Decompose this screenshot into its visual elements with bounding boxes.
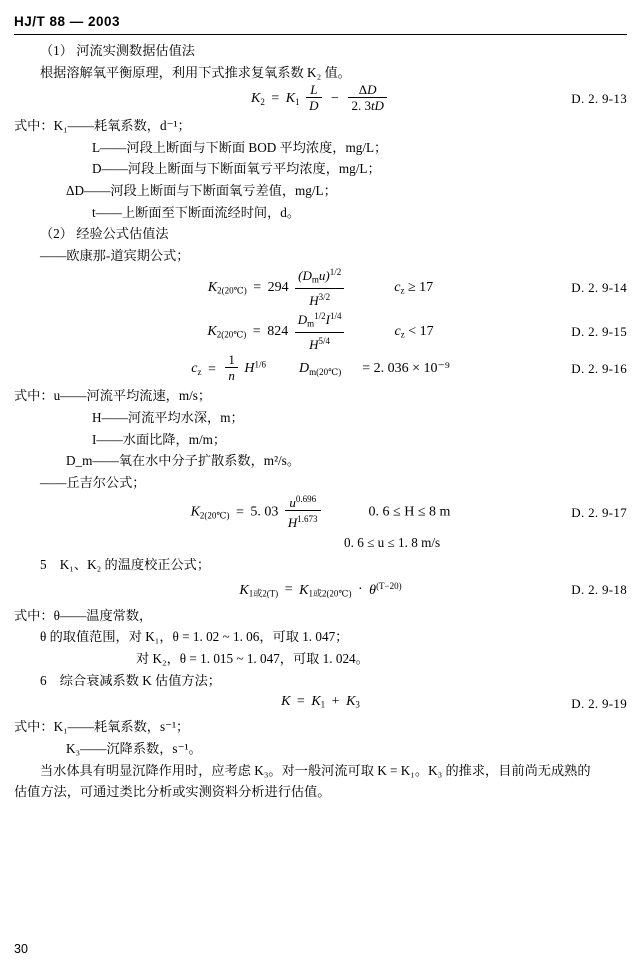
page-number: 30 bbox=[14, 942, 28, 956]
equation-d2914: $K_{2(20℃)} = 294$ $\frac{(D_mu)^{1/2}}{H^{3/2}}$ $c_z \ge 17$ D. 2. 9-14 bbox=[207, 267, 627, 308]
where-4-item-0: K₁——耗氧系数，s⁻¹； bbox=[53, 719, 190, 735]
where-3-theta: θ——温度常数， bbox=[53, 607, 153, 623]
where-3-label: 式中：θ——温度常数， bbox=[14, 607, 153, 623]
equation-number: D. 2. 9-17 bbox=[571, 505, 627, 521]
where-1-label: 式中：K₁——耗氧系数，d⁻¹； bbox=[14, 118, 191, 134]
where-1-item-2: D——河段上断面与下断面氧亏平均浓度，mg/L； bbox=[92, 161, 381, 177]
equation-number: D. 2. 9-19 bbox=[571, 695, 627, 711]
item-6-title: 6 综合衰减系数 K 估值方法； bbox=[40, 672, 221, 688]
item-2-title: （2） 经验公式估值法 bbox=[40, 226, 169, 242]
dash-churchill: ——丘吉尔公式； bbox=[40, 474, 146, 490]
page-header: HJ/T 88 — 2003 bbox=[14, 14, 121, 29]
item-1-text: 根据溶解氧平衡原理，利用下式推求复氧系数 K₂ 值。 bbox=[40, 64, 351, 80]
where-4-label: 式中：K₁——耗氧系数，s⁻¹； bbox=[14, 719, 190, 735]
equation-d2917: $K_{2(20℃)} = 5$. 03 $\frac{u^{0.696}}{H^{1.673}}$ 0. 6 ≤ H ≤ 8 m D. 2. 9-17 bbox=[190, 494, 627, 531]
where-2-item-0: u——河流平均流速，m/s； bbox=[53, 388, 212, 404]
equation-d2915: $K_{2(20℃)} = 824$ $\frac{D_m^{1/2}I^{1/4}}{H^{5/4}}$ $c_z < 17$ D. 2. 9-15 bbox=[207, 310, 627, 352]
equation-number: D. 2. 9-18 bbox=[571, 582, 627, 598]
header-rule bbox=[14, 34, 627, 35]
equation-d2916: $c_z$ = $\frac{1}{n}$ $H^{1/6}$ $D_{m(20℃)} = 2$. 036 × 10⁻⁹ D. 2. 9-16 bbox=[191, 352, 627, 384]
theta-range-2: 对 K₂，θ = 1. 015 ~ 1. 047，可取 1. 024。 bbox=[136, 650, 369, 666]
where-2-item-1: H——河流平均水深，m； bbox=[92, 410, 244, 426]
where-2-item-3: D_m——氧在水中分子扩散系数，m²/s。 bbox=[66, 453, 301, 469]
equation-d2918: $K_{1或2(T)} = K_{1或2(20℃)} \cdot \theta^{(T-20)}$ D. 2. 9-18 bbox=[14, 576, 627, 605]
item-5-title: 5 K₁、K₂ 的温度校正公式； bbox=[40, 556, 211, 572]
where-1-item-0: K₁——耗氧系数，d⁻¹； bbox=[53, 118, 191, 134]
closing-line-1: 当水体具有明显沉降作用时，应考虑 K₃。对一般河流可取 K = K₁。K₃ 的推求，目前尚无成熟的 bbox=[40, 762, 591, 778]
equation-number: D. 2. 9-16 bbox=[571, 361, 627, 377]
where-1-item-3: ΔD——河段上断面与下断面氧亏差值，mg/L； bbox=[66, 182, 337, 198]
equation-d2917-condition: 0. 6 ≤ H ≤ 8 m bbox=[368, 505, 451, 521]
equation-number: D. 2. 9-13 bbox=[571, 91, 627, 107]
where-1-item-4: t——上断面至下断面流经时间，d。 bbox=[92, 204, 301, 220]
equation-d2917-condition-2: 0. 6 ≤ u ≤ 1. 8 m/s bbox=[344, 535, 441, 551]
equation-number: D. 2. 9-15 bbox=[571, 323, 627, 339]
where-2-label: 式中：u——河流平均流速，m/s； bbox=[14, 388, 212, 404]
theta-range-1: θ 的取值范围，对 K₁，θ = 1. 02 ~ 1. 06，可取 1. 047； bbox=[40, 629, 349, 645]
item-1-title: （1） 河流实测数据估值法 bbox=[40, 43, 195, 58]
where-1-item-1: L——河段上断面与下断面 BOD 平均浓度，mg/L； bbox=[92, 139, 388, 155]
where-2-item-2: I——水面比降，m/m； bbox=[92, 431, 227, 447]
document-body bbox=[14, 40, 627, 803]
closing-line-2: 估值方法，可通过类比分析或实测资料分析进行估值。 bbox=[14, 784, 331, 800]
equation-d2913: $K_2 = K_1$ $\frac{L}{D}$ − $\frac{\Delta D}{2. 3tD}$ D. 2. 9-13 bbox=[251, 82, 627, 114]
where-4-item-1: K₃——沉降系数，s⁻¹。 bbox=[66, 740, 202, 756]
dash-okana-dobbins: ——欧康那-道宾期公式； bbox=[40, 247, 190, 263]
equation-d2919: $K = K_1 + K_3$ D. 2. 9-19 bbox=[14, 691, 627, 716]
equation-number: D. 2. 9-14 bbox=[571, 280, 627, 296]
equation-d2916-tail: = 2. 036 × 10⁻⁹ bbox=[362, 361, 450, 377]
